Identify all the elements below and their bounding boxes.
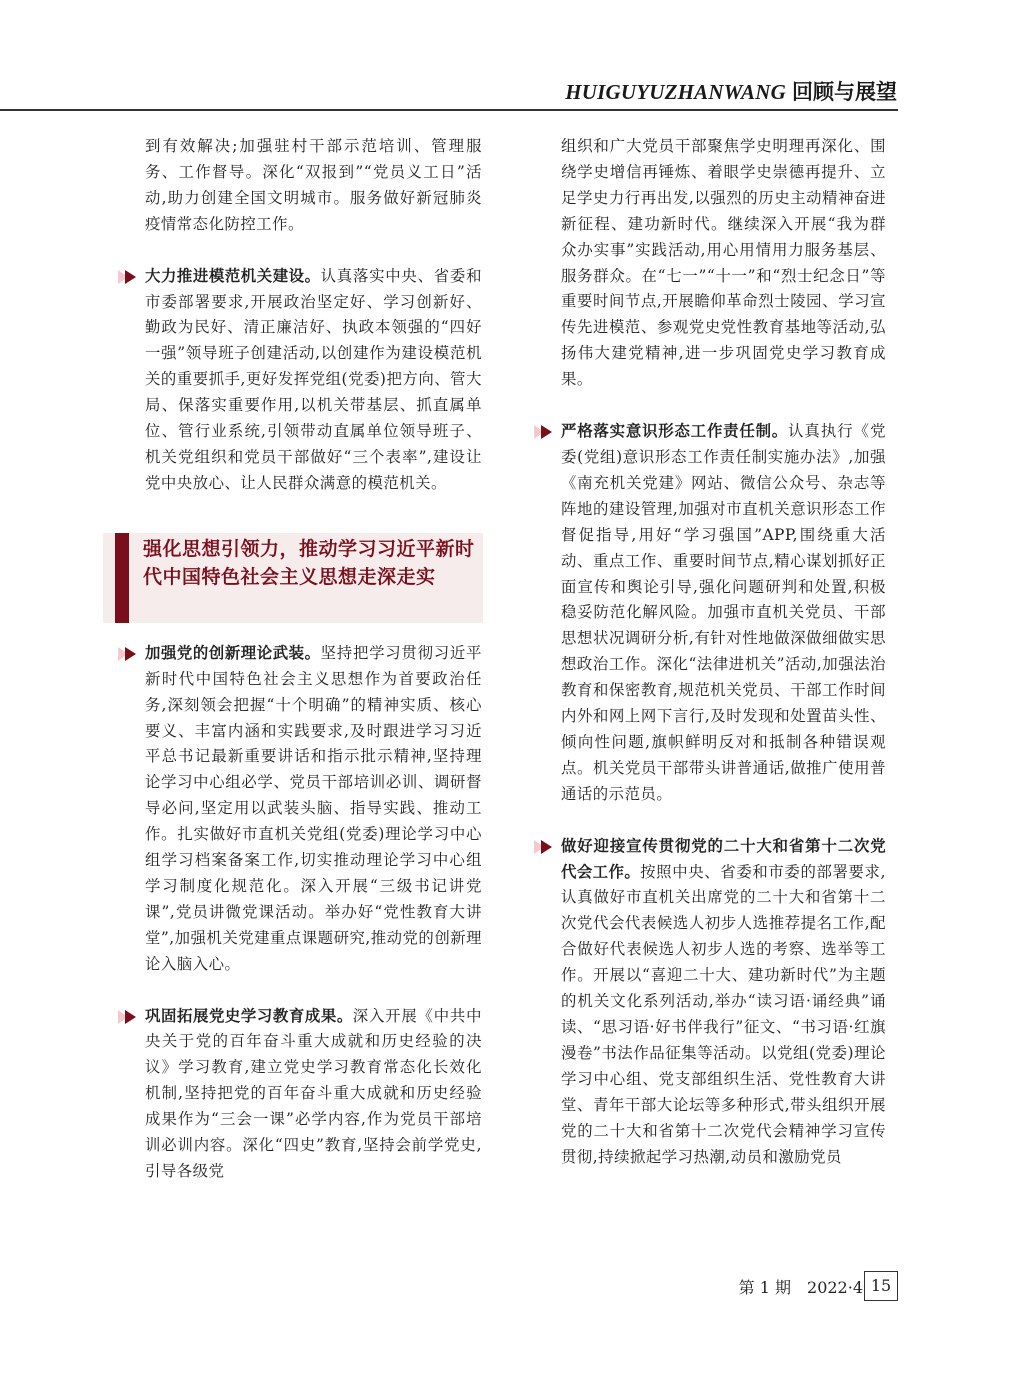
paragraph-lead: 严格落实意识形态工作责任制。 [561,422,789,441]
paragraph-body: 坚持把学习贯彻习近平新时代中国特色社会主义思想作为首要政治任务,深刻领会把握“十个明确”的精神实质、核心要义、丰富内涵和实践要求,及时跟进学习习近平总书记最新重要讲话和指示批示精神,坚持理论学习中心组必学、党员干部培训必训、调研督导必问,坚定用以武装头脑、指导实践、推动工作。扎实做好市直机关党组(党委)理论学习中心组学习档案备案工作,切实推动理论学习中心组学习制度化规范化。深入开展“三级书记讲党课”,党员讲微党课活动。举办好“党性教育大讲堂”,加强机关党建重点课题研究,推动党的创新理论入脑入心。 [145,643,482,973]
paragraph-party-congress [533,834,886,1171]
paragraph-party-history [117,1004,482,1185]
paragraph-continuation: 组织和广大党员干部聚焦学史明理再深化、围绕学史增信再锤炼、着眼学史崇德再提升、立足学史力行再出发,以强烈的历史主动精神奋进新征程、建功新时代。继续深入开展“我为群众办实事”实践活动,用心用情用力服务基层、服务群众。在“七一”“十一”和“烈士纪念日”等重要时间节点,开展瞻仰革命烈士陵园、学习宣传先进模范、参观党史党性教育基地等活动,弘扬伟大建党精神,进一步巩固党史学习教育成果。 [561,137,886,389]
paragraph-continuation: 到有效解决;加强驻村干部示范培训、管理服务、工作督导。深化“双报到”“党员义工日”活动,助力创建全国文明城市。服务做好新冠肺炎疫情常态化防控工作。 [145,137,482,233]
page-footer [0,1268,1015,1308]
section-heading-box [103,533,483,623]
paragraph-model-organ [117,264,482,497]
paragraph-lead: 大力推进模范机关建设。 [145,266,321,285]
double-arrow-bullet-icon [117,268,139,286]
page-header [0,0,1015,112]
section-title-latin: HUIGUYUZHANWANG [565,80,786,104]
double-arrow-bullet-icon [533,423,555,441]
issue-label: 第 1 期 2022·4 [738,1278,863,1297]
header-divider [0,109,898,111]
double-arrow-bullet-icon [533,838,555,856]
left-column [117,134,482,1185]
paragraph-body: 认真执行《党委(党组)意识形态工作责任制实施办法》,加强《南充机关党建》网站、微信公众号、杂志等阵地的建设管理,加强对市直机关意识形态工作督促指导,用好“学习强国”APP,围绕重大活动、重点工作、重要时间节点,精心谋划抓好正面宣传和舆论引导,强化问题研判和处置,积极稳妥防范化解风险。加强市直机关党员、干部思想状况调研分析,有针对性地做深做细做实思想政治工作。深化“法律进机关”活动,加强法治教育和保密教育,规范机关党员、干部工作时间内外和网上网下言行,及时发现和处置苗头性、倾向性问题,旗帜鲜明反对和抵制各种错误观点。机关党员干部带头讲普通话,做推广使用普通话的示范员。 [561,422,886,803]
paragraph-body: 按照中央、省委和市委的部署要求,认真做好市直机关出席党的二十大和省第十二次党代会代表候选人初步人选推荐提名工作,配合做好代表候选人初步人选的考察、选举等工作。开展以“喜迎二十大、建功新时代”为主题的机关文化系列活动,举办“读习语·诵经典”诵读、“思习语·好书伴我行”征文、“书习语·红旗漫卷”书法作品征集等活动。以党组(党委)理论学习中心组、党支部组织生活、党性教育大讲堂、青年干部大论坛等多种形式,带头组织开展党的二十大和省第十二次党代会精神学习宣传贯彻,持续掀起学习热潮,动员和激励党员 [561,862,886,1166]
paragraph-innovation-theory [117,641,482,978]
paragraph-lead: 加强党的创新理论武装。 [145,643,321,662]
paragraph-lead: 巩固拓展党史学习教育成果。 [145,1006,353,1025]
paragraph-ideology-responsibility [533,419,886,808]
page-number: 15 [864,1271,898,1301]
double-arrow-bullet-icon [117,645,139,663]
paragraph-body: 认真落实中央、省委和市委部署要求,开展政治坚定好、学习创新好、勤政为民好、清正廉洁好、执政本领强的“四好一强”领导班子创建活动,以创建作为建设模范机关的重要抓手,更好发挥党组(党委)把方向、管大局、保落实重要作用,以机关带基层、抓直属单位、管行业系统,引领带动直属单位领导班子、机关党组织和党员干部做好“三个表率”,建设让党中央放心、让人民群众满意的模范机关。 [145,266,482,492]
section-title-chinese: 回顾与展望 [792,80,897,104]
paragraph-lead: 做好迎接宣传贯彻党的二十大和省第十二次党代会工作。 [561,836,886,881]
right-column [533,134,886,1170]
section-heading-bar [115,533,129,623]
paragraph-body: 深入开展《中共中央关于党的百年奋斗重大成就和历史经验的决议》学习教育,建立党史学习教育常态化长效化机制,坚持把党的百年奋斗重大成就和历史经验成果作为“三会一课”必学内容,作为党员干部培训必训内容。深化“四史”教育,坚持会前学党史,引导各级党 [145,1006,482,1180]
magazine-section-title [565,80,897,104]
section-heading: 强化思想引领力，推动学习习近平新时代中国特色社会主义思想走深走实 [143,537,475,588]
double-arrow-bullet-icon [117,1008,139,1026]
